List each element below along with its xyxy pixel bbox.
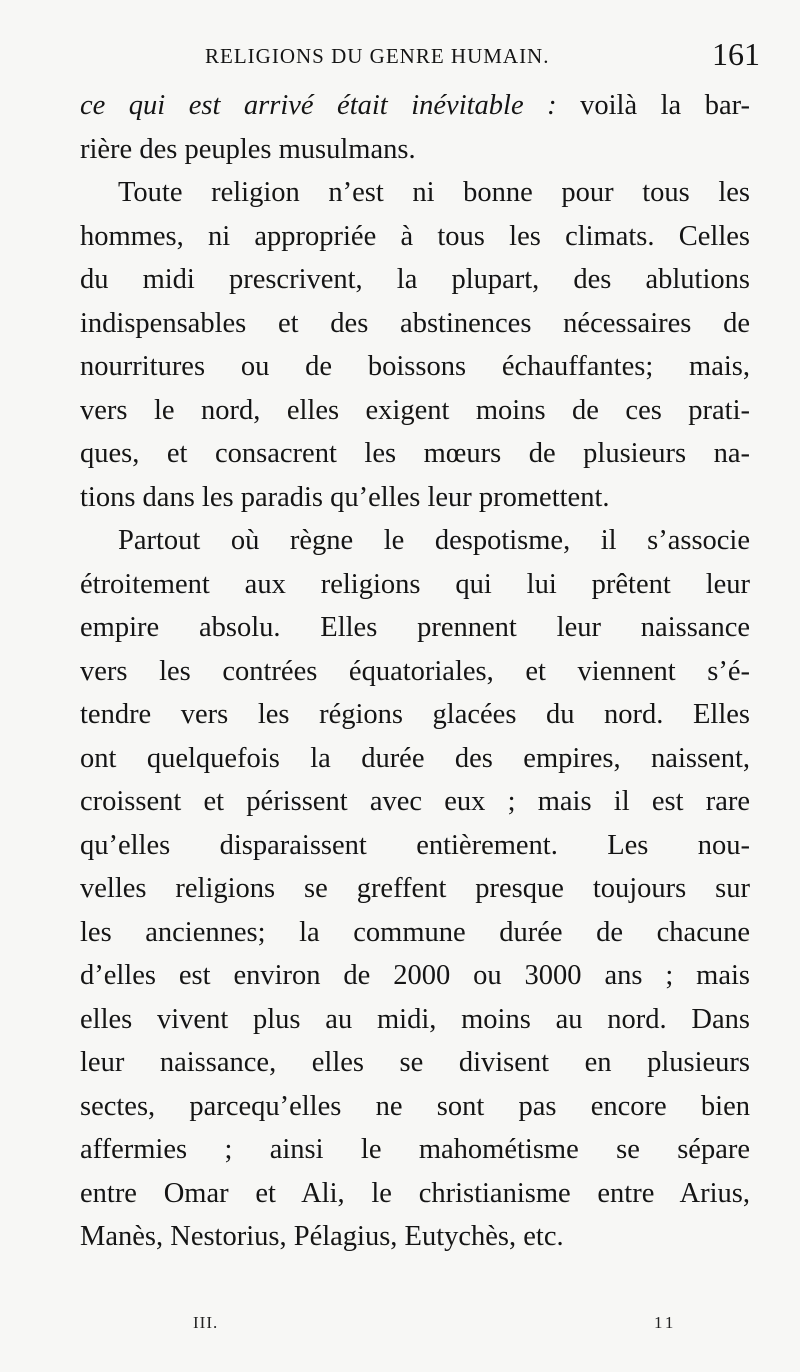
page-number: 161 xyxy=(712,36,760,72)
text-line: hommes, ni appropriée à tous les climats. Celles xyxy=(80,220,750,252)
text-line: d’elles est environ de 2000 ou 3000 ans ; mais xyxy=(80,960,750,991)
text-line: leur naissance, elles se divisent en plusieurs xyxy=(80,1047,750,1078)
body-text xyxy=(80,84,750,1259)
text-line: affermies ; ainsi le mahométisme se sépare xyxy=(80,1134,750,1165)
text-line: nourritures ou de boissons échauffantes; mais, xyxy=(80,351,750,382)
text-line: vers le nord, elles exigent moins de ces prati- xyxy=(80,394,750,426)
text-line: indispensables et des abstinences nécessaires de xyxy=(80,307,750,339)
signature-mark: III. xyxy=(193,1313,219,1332)
running-head: RELIGIONS DU GENRE HUMAIN. xyxy=(205,44,550,68)
paragraph-first-line: Toute religion n’est ni bonne pour tous les xyxy=(118,177,750,208)
text-line: entre Omar et Ali, le christianisme entre Arius, xyxy=(80,1177,750,1209)
paragraph-first-line: Partout où règne le despotisme, il s’associe xyxy=(118,525,750,556)
page-header xyxy=(0,36,800,80)
text-line: velles religions se greffent presque toujours sur xyxy=(80,873,750,904)
text-line: tions dans les paradis qu’elles leur promettent. xyxy=(80,481,610,513)
page-footer xyxy=(0,1313,800,1343)
line-text: voilà la bar- xyxy=(556,90,750,121)
text-line: étroitement aux religions qui lui prêtent leur xyxy=(80,568,750,600)
text-line: Manès, Nestorius, Pélagius, Eutychès, etc. xyxy=(80,1221,564,1252)
text-line: ont quelquefois la durée des empires, naissent, xyxy=(80,742,750,774)
text-line xyxy=(80,84,750,128)
text-line: sectes, parcequ’elles ne sont pas encore bien xyxy=(80,1090,750,1122)
text-line: empire absolu. Elles prennent leur naissance xyxy=(80,612,750,643)
text-line: vers les contrées équatoriales, et viennent s’é- xyxy=(80,655,750,687)
text-line: du midi prescrivent, la plupart, des ablutions xyxy=(80,264,750,295)
text-line: croissent et périssent avec eux ; mais il est rare xyxy=(80,786,750,817)
text-line: rière des peuples musulmans. xyxy=(80,133,416,165)
text-line: qu’elles disparaissent entièrement. Les nou- xyxy=(80,829,750,861)
text-line: ques, et consacrent les mœurs de plusieurs na- xyxy=(80,438,750,469)
text-line: les anciennes; la commune durée de chacune xyxy=(80,916,750,948)
text-line: tendre vers les régions glacées du nord. Elles xyxy=(80,699,750,730)
italic-phrase: ce qui est arrivé était inévitable : xyxy=(80,90,557,121)
text-line: elles vivent plus au midi, moins au nord. Dans xyxy=(80,1003,750,1035)
signature-number: 11 xyxy=(654,1313,677,1332)
